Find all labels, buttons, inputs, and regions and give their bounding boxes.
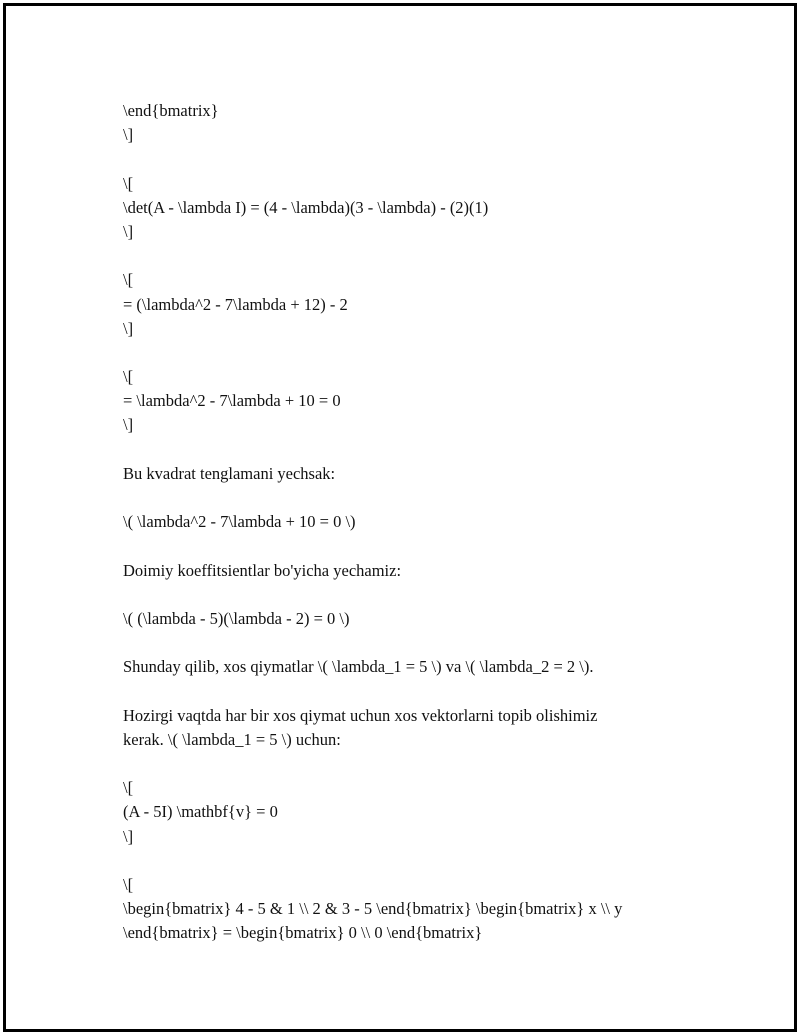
text-line: \[ xyxy=(123,367,134,387)
text-line: Hozirgi vaqtda har bir xos qiymat uchun xos vektorlarni topib olishimiz xyxy=(123,705,598,725)
text-line: \end{bmatrix} xyxy=(123,101,219,120)
blank-line xyxy=(123,849,703,873)
text-line: \( (\lambda - 5)(\lambda - 2) = 0 \) xyxy=(123,608,350,628)
text-line: (A - 5I) \mathbf{v} = 0 xyxy=(123,802,278,822)
blank-line xyxy=(123,680,703,704)
blank-line xyxy=(123,438,703,462)
blank-line xyxy=(123,631,703,655)
document-body xyxy=(123,99,703,946)
blank-line xyxy=(123,752,703,776)
text-line: \] xyxy=(123,826,134,846)
text-line: = (\lambda^2 - 7\lambda + 12) - 2 xyxy=(123,294,348,314)
text-line: Doimiy koeffitsientlar bo'yicha yechamiz: xyxy=(123,560,402,580)
text-line: \[ xyxy=(123,875,134,894)
text-line: \det(A - \lambda I) = (4 - \lambda)(3 - \lambda) - (2)(1) xyxy=(123,197,489,217)
text-line: \] xyxy=(123,318,134,338)
text-line: Bu kvadrat tenglamani yechsak: xyxy=(123,463,336,483)
text-line: \end{bmatrix} = \begin{bmatrix} 0 \\ 0 \end{bmatrix} xyxy=(123,923,483,943)
blank-line xyxy=(123,244,703,268)
blank-line xyxy=(123,486,703,510)
text-line: \] xyxy=(123,125,134,145)
text-line: \] xyxy=(123,415,134,435)
page-frame xyxy=(3,3,797,1032)
text-line: \] xyxy=(123,221,134,241)
text-line: \begin{bmatrix} 4 - 5 & 1 \\ 2 & 3 - 5 \end{bmatrix} \begin{bmatrix} x \\ y xyxy=(123,899,623,919)
text-line: \[ xyxy=(123,270,134,290)
text-line: Shunday qilib, xos qiymatlar \( \lambda_1 = 5 \) va \( \lambda_2 = 2 \). xyxy=(123,657,594,677)
text-line: \[ xyxy=(123,778,134,798)
blank-line xyxy=(123,147,703,171)
text-line: kerak. \( \lambda_1 = 5 \) uchun: xyxy=(123,729,341,749)
text-line: \( \lambda^2 - 7\lambda + 10 = 0 \) xyxy=(123,512,356,532)
text-line: \[ xyxy=(123,173,134,193)
blank-line xyxy=(123,583,703,607)
blank-line xyxy=(123,534,703,558)
blank-line xyxy=(123,341,703,365)
text-line: = \lambda^2 - 7\lambda + 10 = 0 xyxy=(123,391,341,411)
